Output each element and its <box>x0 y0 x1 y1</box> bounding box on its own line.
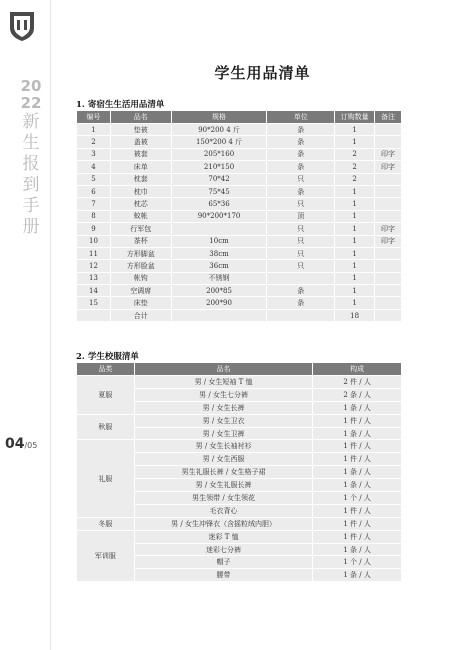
page-number <box>5 436 37 452</box>
table-row <box>77 136 402 148</box>
table-cell: 7 <box>77 198 111 210</box>
table-cell: 只 <box>267 260 335 272</box>
table-cell: 条 <box>267 124 335 136</box>
item-name-cell: 男 / 女生短袖 T 恤 <box>134 376 312 389</box>
table-row <box>77 210 402 222</box>
table-cell: 印字 <box>375 161 402 173</box>
table-cell: 9 <box>77 223 111 235</box>
table-cell: 4 <box>77 161 111 173</box>
item-name-cell: 男 / 女生西服 <box>134 453 312 466</box>
item-name-cell: 男 / 女生冲锋衣（含摇粒绒内胆） <box>134 517 312 530</box>
table-row <box>77 414 402 427</box>
item-name-cell: 男生领带 / 女生领花 <box>134 492 312 505</box>
table-cell: 印字 <box>375 235 402 247</box>
column-header: 品名 <box>110 111 171 124</box>
item-name-cell: 男 / 女生长袖衬衫 <box>134 440 312 453</box>
table-cell: 蚊帐 <box>110 210 171 222</box>
table-row <box>77 517 402 530</box>
table-cell: 只 <box>267 198 335 210</box>
table-cell: 5 <box>77 173 111 185</box>
table-cell: 茶杯 <box>110 235 171 247</box>
table-cell <box>375 272 402 284</box>
table-cell: 条 <box>267 161 335 173</box>
table-cell <box>77 309 111 321</box>
table-cell <box>375 210 402 222</box>
quantity-cell: 1 个 / 人 <box>313 492 402 505</box>
page-title: 学生用品清单 <box>214 64 311 82</box>
table-cell <box>375 173 402 185</box>
table-cell: 8 <box>77 210 111 222</box>
table-cell: 只 <box>267 247 335 259</box>
item-name-cell: 男 / 女生卫裤 <box>134 427 312 440</box>
category-cell: 秋服 <box>77 414 135 440</box>
table-cell: 条 <box>267 285 335 297</box>
quantity-cell: 1 件 / 人 <box>313 530 402 543</box>
table-cell: 印字 <box>375 148 402 160</box>
item-name-cell: 迷彩七分裤 <box>134 543 312 556</box>
table-row <box>77 161 402 173</box>
table-row <box>77 440 402 453</box>
table-cell: 方形脚盆 <box>110 247 171 259</box>
table-cell: 1 <box>335 272 375 284</box>
table-cell: 只 <box>267 223 335 235</box>
table-cell: 1 <box>335 297 375 309</box>
quantity-cell: 1 个 / 人 <box>313 556 402 569</box>
quantity-cell: 1 条 / 人 <box>313 479 402 492</box>
table-cell: 150*200 4 斤 <box>171 136 267 148</box>
quantity-cell: 1 条 / 人 <box>313 427 402 440</box>
quantity-cell: 2 条 / 人 <box>313 388 402 401</box>
column-header: 品名 <box>134 363 312 376</box>
table-cell: 36cm <box>171 260 267 272</box>
column-header: 单位 <box>267 111 335 124</box>
table-cell <box>171 309 267 321</box>
page-total: /05 <box>24 441 38 450</box>
column-header: 订购数量 <box>335 111 375 124</box>
quantity-cell: 1 件 / 人 <box>313 440 402 453</box>
item-name-cell: 迷彩 T 恤 <box>134 530 312 543</box>
table-cell: 200*90 <box>171 297 267 309</box>
section1-title: 1. 寄宿生生活用品清单 <box>76 100 165 110</box>
table-cell: 1 <box>335 235 375 247</box>
vertical-title-year: 2022 <box>20 77 42 112</box>
table-cell: 枕套 <box>110 173 171 185</box>
category-cell: 冬服 <box>77 517 135 530</box>
column-header: 编号 <box>77 111 111 124</box>
table-cell: 印字 <box>375 223 402 235</box>
table-cell: 条 <box>267 148 335 160</box>
table-cell: 205*160 <box>171 148 267 160</box>
uniform-table-header <box>77 363 402 376</box>
column-header: 构成 <box>313 363 402 376</box>
table-cell: 2 <box>335 148 375 160</box>
vertical-title-text: 新生报到手册 <box>22 112 40 237</box>
table-cell: 1 <box>335 260 375 272</box>
item-name-cell: 腰带 <box>134 569 312 582</box>
table-cell: 1 <box>335 247 375 259</box>
table-cell: 210*150 <box>171 161 267 173</box>
table-cell: 盖被 <box>110 136 171 148</box>
category-cell: 礼服 <box>77 440 135 517</box>
table-cell: 75*45 <box>171 185 267 197</box>
table-row <box>77 198 402 210</box>
quantity-cell: 1 条 / 人 <box>313 569 402 582</box>
table-row <box>77 285 402 297</box>
table-cell: 合计 <box>110 309 171 321</box>
table-row <box>77 235 402 247</box>
quantity-cell: 1 件 / 人 <box>313 504 402 517</box>
table-cell: 38cm <box>171 247 267 259</box>
table-cell <box>375 285 402 297</box>
item-name-cell: 男 / 女生礼服长裤 <box>134 479 312 492</box>
category-cell: 军训服 <box>77 530 135 582</box>
table-cell: 13 <box>77 272 111 284</box>
table-row <box>77 297 402 309</box>
table-cell <box>171 223 267 235</box>
table-cell: 1 <box>335 185 375 197</box>
table-cell: 只 <box>267 235 335 247</box>
table-cell: 18 <box>335 309 375 321</box>
item-name-cell: 男 / 女生长裤 <box>134 401 312 414</box>
quantity-cell: 1 条 / 人 <box>313 543 402 556</box>
table-cell: 70*42 <box>171 173 267 185</box>
table-row <box>77 185 402 197</box>
table-cell: 3 <box>77 148 111 160</box>
item-name-cell: 男生礼服长裤 / 女生格子裙 <box>134 466 312 479</box>
sidebar <box>0 0 50 650</box>
table-cell: 床垫 <box>110 297 171 309</box>
table-row <box>77 223 402 235</box>
table-row <box>77 247 402 259</box>
table-cell <box>375 309 402 321</box>
quantity-cell: 1 条 / 人 <box>313 466 402 479</box>
table-cell: 床单 <box>110 161 171 173</box>
section2-title: 2. 学生校服清单 <box>76 352 139 362</box>
column-header: 规格 <box>171 111 267 124</box>
table-cell <box>375 124 402 136</box>
item-name-cell: 男 / 女生七分裤 <box>134 388 312 401</box>
table-cell <box>375 247 402 259</box>
page-current: 04 <box>5 436 25 452</box>
table-cell <box>375 297 402 309</box>
item-name-cell: 毛衣背心 <box>134 504 312 517</box>
column-header: 品类 <box>77 363 135 376</box>
table-cell <box>375 136 402 148</box>
table-cell: 1 <box>335 124 375 136</box>
table-row <box>77 148 402 160</box>
table-cell: 2 <box>335 161 375 173</box>
table-cell: 6 <box>77 185 111 197</box>
quantity-cell: 1 条 / 人 <box>313 401 402 414</box>
table-cell: 1 <box>335 223 375 235</box>
supplies-table <box>76 110 402 322</box>
table-cell: 行军包 <box>110 223 171 235</box>
table-row <box>77 376 402 389</box>
table-cell: 10 <box>77 235 111 247</box>
uniform-table <box>76 362 402 582</box>
table-cell: 条 <box>267 297 335 309</box>
table-cell: 11 <box>77 247 111 259</box>
item-name-cell: 男 / 女生卫衣 <box>134 414 312 427</box>
category-cell: 夏服 <box>77 376 135 415</box>
table-cell: 1 <box>77 124 111 136</box>
vertical-handbook-title <box>16 78 46 238</box>
table-row <box>77 260 402 272</box>
table-cell: 1 <box>335 198 375 210</box>
table-cell <box>375 185 402 197</box>
table-row <box>77 124 402 136</box>
supplies-table-header <box>77 111 402 124</box>
table-cell: 枕芯 <box>110 198 171 210</box>
total-row <box>77 309 402 321</box>
table-row <box>77 173 402 185</box>
table-cell: 2 <box>77 136 111 148</box>
column-header: 备注 <box>375 111 402 124</box>
table-cell: 枕巾 <box>110 185 171 197</box>
table-cell <box>267 272 335 284</box>
table-cell: 空调席 <box>110 285 171 297</box>
quantity-cell: 1 件 / 人 <box>313 414 402 427</box>
table-cell: 90*200*170 <box>171 210 267 222</box>
table-cell: 15 <box>77 297 111 309</box>
table-cell: 顶 <box>267 210 335 222</box>
table-cell: 2 <box>335 173 375 185</box>
table-cell <box>267 309 335 321</box>
table-cell: 条 <box>267 136 335 148</box>
table-row <box>77 530 402 543</box>
table-cell: 垫被 <box>110 124 171 136</box>
quantity-cell: 2 件 / 人 <box>313 376 402 389</box>
table-cell: 只 <box>267 173 335 185</box>
table-cell: 1 <box>335 210 375 222</box>
table-cell: 1 <box>335 285 375 297</box>
table-cell: 14 <box>77 285 111 297</box>
table-cell: 不锈钢 <box>171 272 267 284</box>
table-cell: 1 <box>335 136 375 148</box>
table-cell: 方形脸盆 <box>110 260 171 272</box>
item-name-cell: 帽子 <box>134 556 312 569</box>
quantity-cell: 1 件 / 人 <box>313 453 402 466</box>
table-cell: 帐钩 <box>110 272 171 284</box>
school-crest-icon <box>8 10 36 42</box>
quantity-cell: 1 件 / 人 <box>313 517 402 530</box>
table-cell: 65*36 <box>171 198 267 210</box>
table-row <box>77 272 402 284</box>
table-cell: 12 <box>77 260 111 272</box>
table-cell: 10cm <box>171 235 267 247</box>
table-cell: 200*85 <box>171 285 267 297</box>
table-cell <box>375 260 402 272</box>
table-cell <box>375 198 402 210</box>
table-cell: 被套 <box>110 148 171 160</box>
sidebar-divider <box>50 0 51 650</box>
table-cell: 90*200 4 斤 <box>171 124 267 136</box>
table-cell: 条 <box>267 185 335 197</box>
